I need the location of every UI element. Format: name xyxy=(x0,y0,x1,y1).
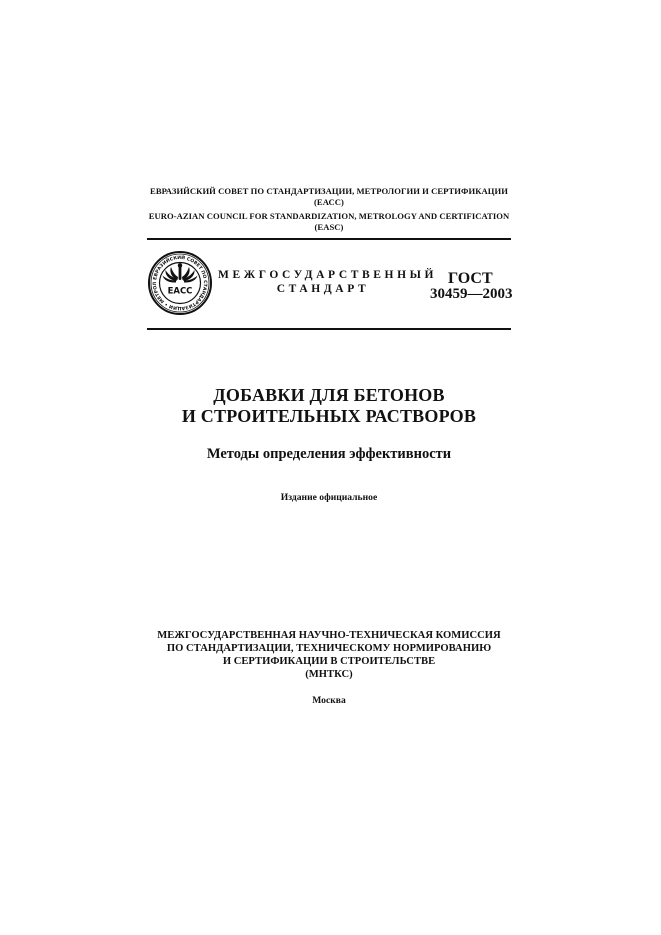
publisher-line3: И СЕРТИФИКАЦИИ В СТРОИТЕЛЬСТВЕ xyxy=(222,656,436,667)
gost-number: 30459—2003 xyxy=(430,286,513,302)
publisher-abbr: (МНТКС) xyxy=(305,669,353,680)
edition-note: Издание официальное xyxy=(280,492,378,503)
council-header xyxy=(140,186,518,232)
standard-type xyxy=(218,268,438,296)
publisher-block xyxy=(140,629,518,681)
bottom-divider xyxy=(147,328,511,330)
svg-text:ЕВРАЗИЙСКИЙ СОВЕТ ПО СТАНДАРТИ: ЕВРАЗИЙСКИЙ СОВЕТ ПО СТАНДАРТИЗАЦИИ • МЕТРОЛ xyxy=(152,255,208,311)
easc-emblem-icon xyxy=(147,250,213,316)
standard-type-line1: МЕЖГОСУДАРСТВЕННЫЙ xyxy=(218,269,438,281)
document-title-line2: И СТРОИТЕЛЬНЫХ РАСТВОРОВ xyxy=(181,406,477,426)
publication-city: Москва xyxy=(312,695,346,706)
publisher-line1: МЕЖГОСУДАРСТВЕННАЯ НАУЧНО-ТЕХНИЧЕСКАЯ КОМИССИЯ xyxy=(157,630,501,641)
gost-label: ГОСТ xyxy=(448,270,493,287)
document-subtitle: Методы определения эффективности xyxy=(206,446,452,462)
top-divider xyxy=(147,238,511,240)
council-abbr-ru: (ЕАСС) xyxy=(314,196,344,207)
standard-type-line2: СТАНДАРТ xyxy=(276,283,370,295)
document-title xyxy=(140,385,518,427)
council-name-en: EURO-AZIAN COUNCIL FOR STANDARDIZATION, METROLOGY AND CERTIFICATION xyxy=(148,211,510,221)
document-title-line1: ДОБАВКИ ДЛЯ БЕТОНОВ xyxy=(213,385,445,405)
emblem-text: EACC xyxy=(167,286,193,297)
council-name-ru: ЕВРАЗИЙСКИЙ СОВЕТ ПО СТАНДАРТИЗАЦИИ, МЕТРОЛОГИИ И СЕРТИФИКАЦИИ xyxy=(150,186,508,196)
council-abbr-en: (EASC) xyxy=(314,221,344,232)
publisher-line2: ПО СТАНДАРТИЗАЦИИ, ТЕХНИЧЕСКОМУ НОРМИРОВАНИЮ xyxy=(166,643,492,654)
